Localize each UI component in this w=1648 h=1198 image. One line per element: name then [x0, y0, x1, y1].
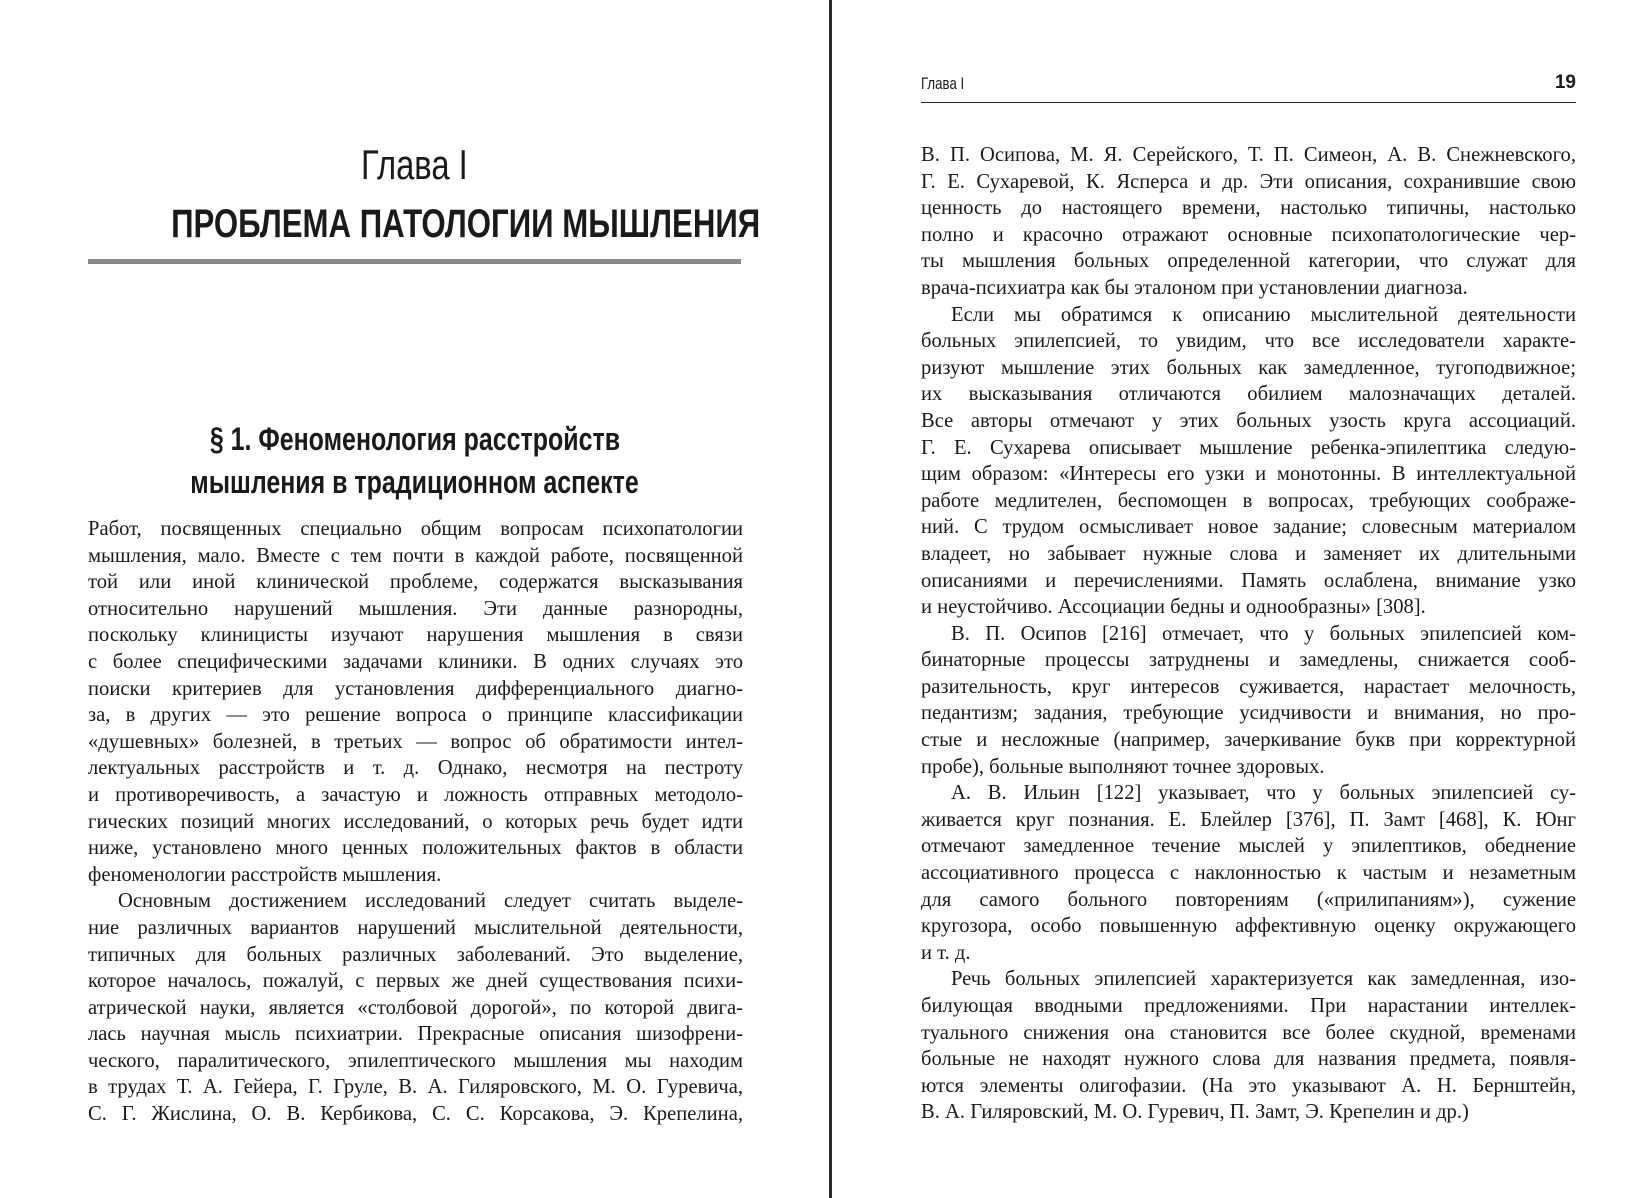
- chapter-title: [88, 200, 761, 248]
- text-line: ассоциативного процесса с наклонностью к частым и незаметным: [921, 862, 1576, 885]
- text-line: Г. Е. Сухаревой, К. Ясперса и др. Эти описания, сохранившие свою: [921, 170, 1576, 193]
- text-line: и неустойчиво. Ассоциации бедны и однообразны» [308].: [921, 596, 1426, 619]
- text-line: больные не находят нужного слова для названия предмета, появля-: [921, 1048, 1576, 1071]
- text-line: В. П. Осипов [216] отмечает, что у больных эпилепсией ком-: [951, 622, 1576, 645]
- paragraph: [921, 142, 1576, 302]
- text-line: с более специфическими задачами клиники. В одних случаях это: [88, 650, 743, 673]
- text-line: больных эпилепсией, то увидим, что все исследователи характе-: [921, 330, 1576, 353]
- left-body-text: [88, 516, 743, 1128]
- paragraph: [921, 780, 1576, 966]
- text-line: педантизм; задания, требующие усидчивости и внимания, но про-: [921, 702, 1576, 725]
- text-line: билующая вводными предложениями. При нарастании интеллек-: [921, 995, 1576, 1017]
- text-line: и противоречивость, а зачастую и ложность отправных методоло-: [88, 783, 743, 806]
- text-line: отмечают замедленное течение мыслей у эпилептиков, обеднение: [921, 835, 1576, 858]
- text-line: ческого, паралитического, эпилептического мышления мы находим: [88, 1049, 743, 1072]
- text-line: ризуют мышление этих больных как замедленное, тугоподвижное;: [921, 356, 1576, 379]
- text-line: относительно нарушений мышления. Эти данные разнородны,: [88, 597, 743, 620]
- text-line: ниже, установлено много ценных положительных фактов в области: [88, 837, 743, 860]
- text-line: гических позиций многих исследований, о которых речь будет идти: [88, 810, 743, 833]
- section-title-text: мышления в традиционном аспекте: [190, 464, 639, 500]
- page-number: 19: [1554, 72, 1576, 93]
- text-line: лектуальных расстройств и т. д. Однако, несмотря на пестроту: [88, 757, 743, 780]
- text-line: атрической науки, является «столбовой дорогой», по которой двига-: [88, 996, 743, 1019]
- section-title-line: [88, 461, 741, 504]
- text-line: ний. С трудом осмысливает новое задание; словесным материалом: [921, 516, 1576, 539]
- text-line: Если мы обратимся к описанию мыслительной деятельности: [951, 303, 1576, 326]
- text-line: полно и красочно отражают основные психопатологические чер-: [921, 223, 1576, 246]
- section-title: [88, 418, 741, 504]
- text-line: которое началось, пожалуй, с первых же дней существования психи-: [88, 970, 743, 993]
- paragraph: [921, 966, 1576, 1126]
- text-line: «душевных» болезней, в третьих — вопрос об обратимости интел-: [88, 730, 743, 753]
- right-page: [833, 0, 1648, 1198]
- text-line: феноменологии расстройств мышления.: [88, 863, 442, 886]
- text-line: кругозора, особо повышенную аффективную оценку окружающего: [921, 915, 1576, 938]
- text-line: врача-психиатра как бы эталоном при установлении диагноза.: [921, 276, 1468, 299]
- text-line: Речь больных эпилепсией характеризуется как замедленная, изо-: [951, 968, 1576, 991]
- paragraph: [921, 302, 1576, 621]
- text-line: поскольку клиницисты изучают нарушения мышления в связи: [88, 624, 743, 647]
- text-line: в трудах Т. А. Гейера, Г. Груле, В. А. Гиляровского, М. О. Гуревича,: [88, 1076, 743, 1099]
- text-line: типичных для больных различных заболеваний. Это выделение,: [88, 943, 743, 966]
- text-line: мышления, мало. Вместе с тем почти в каждой работе, посвященной: [88, 544, 743, 567]
- text-line: ты мышления больных определенной категории, что служат для: [921, 250, 1576, 273]
- text-line: поиски критериев для установления дифференциального диагно-: [88, 677, 743, 700]
- text-line: Все авторы отмечают у этих больных узость круга ассоциаций.: [921, 409, 1576, 432]
- paragraph: [921, 621, 1576, 781]
- text-line: разительность, круг интересов суживается, нарастает мелочность,: [921, 675, 1576, 698]
- text-line: А. В. Ильин [122] указывает, что у больных эпилепсией су-: [951, 782, 1576, 805]
- text-line: Основным достижением исследований следует считать выделе-: [118, 890, 743, 913]
- chapter-title-rule: [88, 259, 741, 264]
- text-line: ценность до настоящего времени, настолько типичны, настолько: [921, 197, 1576, 220]
- text-line: стые и несложные (например, зачеркивание букв при корректурной: [921, 729, 1576, 752]
- chapter-label-text: Глава I: [361, 141, 468, 188]
- running-header: [921, 72, 1576, 103]
- text-line: ются элементы олигофазии. (На это указывают А. Н. Бернштейн,: [921, 1074, 1576, 1097]
- text-line: пробе), больные выполняют точнее здоровых.: [921, 755, 1325, 778]
- section-title-line: [88, 418, 741, 461]
- text-line: С. Г. Жислина, О. В. Кербикова, С. С. Корсакова, Э. Крепелина,: [88, 1103, 743, 1126]
- text-line: владеет, но забывает нужные слова и заменяет их длительными: [921, 542, 1576, 565]
- text-line: бинаторные процессы затруднены и замедлены, снижается сооб-: [921, 649, 1576, 672]
- right-body-text: [921, 142, 1576, 1126]
- text-line: лась научная мысль психиатрии. Прекрасные описания шизофрени-: [88, 1023, 743, 1046]
- paragraph: [88, 516, 743, 888]
- chapter-title-text: ПРОБЛЕМА ПАТОЛОГИИ МЫШЛЕНИЯ: [171, 202, 761, 246]
- text-line: для самого больного повторениям («прилипаниям»), сужение: [921, 888, 1576, 911]
- text-line: за, в других — это решение вопроса о принципе классификации: [88, 704, 743, 727]
- text-line: Г. Е. Сухарева описывает мышление ребенка-эпилептика следую-: [921, 436, 1576, 459]
- text-line: Работ, посвященных специально общим вопросам психопатологии: [88, 518, 743, 540]
- text-line: их высказывания отличаются обилием малозначащих деталей.: [921, 383, 1576, 406]
- running-head-chapter: [921, 74, 976, 94]
- text-line: живается круг познания. Е. Блейлер [376], П. Замт [468], К. Юнг: [921, 808, 1576, 831]
- text-line: щим образом: «Интересы его узки и монотонны. В интеллектуальной: [921, 463, 1576, 486]
- text-line: той или иной клинической проблеме, содержатся высказывания: [88, 571, 743, 594]
- text-line: описаниями и перечислениями. Память ослаблена, внимание узко: [921, 569, 1576, 592]
- text-line: и т. д.: [921, 941, 971, 964]
- paragraph: [88, 888, 743, 1127]
- text-line: ние различных вариантов нарушений мыслительной деятельности,: [88, 916, 743, 939]
- text-line: В. П. Осипова, М. Я. Серейского, Т. П. Симеон, А. В. Снежневского,: [921, 144, 1576, 166]
- text-line: В. А. Гиляровский, М. О. Гуревич, П. Замт, Э. Крепелин и др.): [921, 1101, 1469, 1124]
- text-line: туального снижения она становится все более скудной, временами: [921, 1021, 1576, 1044]
- section-title-text: § 1. Феноменология расстройств: [209, 421, 620, 457]
- running-head-text: Глава I: [921, 74, 965, 93]
- page-gutter-divider: [829, 0, 832, 1198]
- text-line: работе медлителен, беспомощен в вопросах, требующих соображе-: [921, 489, 1576, 512]
- chapter-label: [88, 140, 741, 190]
